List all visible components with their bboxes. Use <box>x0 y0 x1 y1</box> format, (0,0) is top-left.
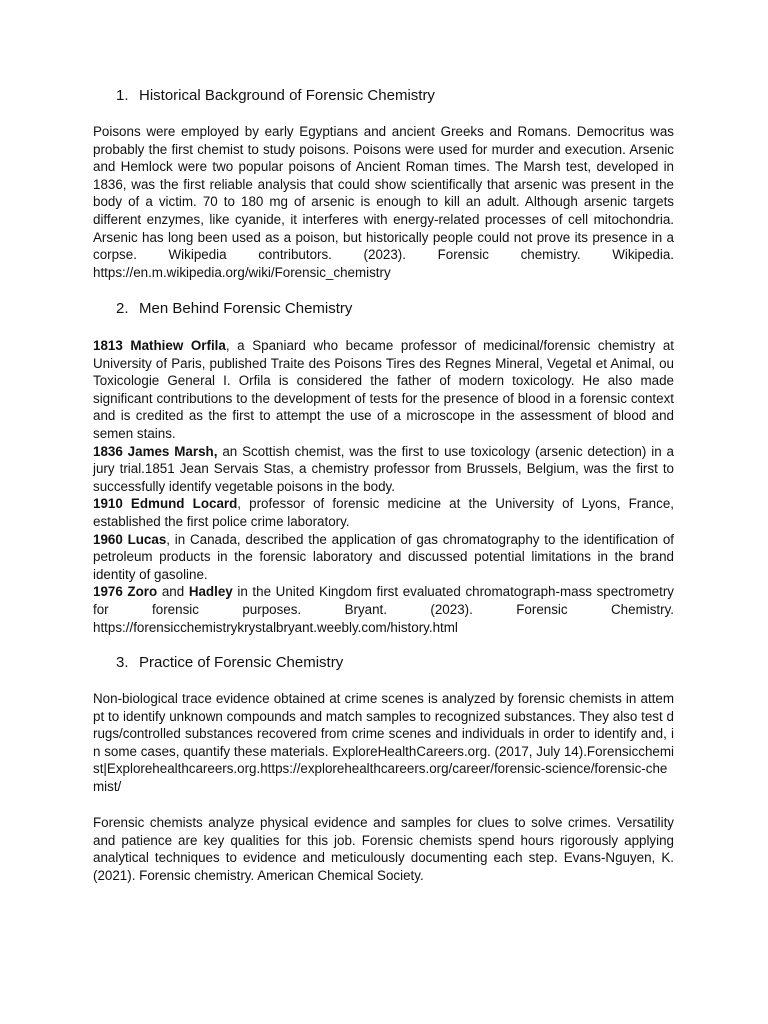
entry-locard <box>93 495 674 530</box>
entry-marsh-lead: 1836 James Marsh, <box>93 443 218 459</box>
entry-hadley-lead: Hadley <box>188 584 233 600</box>
entry-lucas-lead: 1960 Lucas <box>93 531 167 547</box>
section-1-paragraph: Poisons were employed by early Egyptians and ancient Greeks and Romans. Democritus was probably the first chemist to study poisons. Poisons were used for murder and execution. Arsenic and Hemlock were two popular poisons of Ancient Roman times. The Marsh test, developed in 1836, was the first reliable analysis that could show scientifically that arsenic was present in the body of a victim. 70 to 180 mg of arsenic is enough to kill an adult. Although arsenic targets different enzymes, like cyanide, it interferes with energy-related processes of cell mitochondria. Arsenic has long been used as a poison, but historically people could not prove its presence in a corpse. Wikipedia contributors. (2023). Forensic chemistry. Wikipedia. https://en.m.wikipedia.org/wiki/Forensic_chemistry <box>93 124 674 280</box>
entry-zoro-hadley-text: in the United Kingdom first evaluated chromatograph-mass spectrometry for forensic purposes. Bryant. (2023). Forensic Chemistry. https://forensicchemistrykrystalbryant.weebly.com/history.html <box>93 584 674 635</box>
section-2-number: 2. <box>116 300 129 317</box>
entry-marsh <box>93 443 674 496</box>
section-3-paragraph-1: Non-biological trace evidence obtained at crime scenes is analyzed by forensic chemists in attempt to identify unknown compounds and match samples to recognized substances. They also test drugs/controlled substances recovered from crime scenes and individuals in order to identify and, in some cases, quantify these materials. ExploreHealthCareers.org. (2017, July 14).Forensicchemist|Explorehealthcareers.org.https://explorehealthcareers.org/career/forensic-science/forensic-chemist/ <box>93 691 674 794</box>
entry-zoro-lead: 1976 Zoro <box>93 584 158 600</box>
entry-marsh-text: an Scottish chemist, was the first to use toxicology (arsenic detection) in a jury trial.1851 Jean Servais Stas, a chemistry professor from Brussels, Belgium, was the first to successfully identify vegetable poisons in the body. <box>93 443 674 494</box>
entry-zoro-hadley <box>93 583 674 636</box>
section-2-heading <box>116 299 352 319</box>
entry-locard-lead: 1910 Edmund Locard <box>93 496 238 512</box>
section-3-paragraph-2: Forensic chemists analyze physical evidence and samples for clues to solve crimes. Versatility and patience are key qualities for this job. Forensic chemists spend hours rigorously applying analytical techniques to evidence and meticulously documenting each step. Evans-Nguyen, K. (2021). Forensic chemistry. American Chemical Society. <box>93 815 674 883</box>
section-3-title: Practice of Forensic Chemistry <box>139 654 344 671</box>
entry-orfila <box>93 337 674 443</box>
section-1-number: 1. <box>116 87 129 104</box>
section-3-heading <box>116 653 343 673</box>
section-2-entries <box>93 337 674 636</box>
section-3-number: 3. <box>116 654 129 671</box>
entry-lucas-text: , in Canada, described the application of gas chromatography to the identification of petroleum products in the forensic laboratory and discussed potential limitations in the brand identity of gasoline. <box>93 531 674 582</box>
entry-locard-text: , professor of forensic medicine at the University of Lyons, France, established the first police crime laboratory. <box>93 496 674 529</box>
entry-orfila-text: , a Spaniard who became professor of medicinal/forensic chemistry at University of Paris, published Traite des Poisons Tires des Regnes Mineral, Vegetal et Animal, ou Toxicologie General I. Orfila is considered the father of modern toxicology. He also made significant contributions to the development of tests for the presence of blood in a forensic context and is credited as the first to attempt the use of a microscope in the assessment of blood and semen stains. <box>93 338 674 441</box>
section-1-heading <box>116 86 435 106</box>
entry-orfila-lead: 1813 Mathiew Orfila <box>93 338 226 353</box>
entry-lucas <box>93 531 674 584</box>
section-2-title: Men Behind Forensic Chemistry <box>139 300 353 317</box>
section-1-title: Historical Background of Forensic Chemistry <box>139 87 435 104</box>
entry-zoro-mid: and <box>157 584 189 600</box>
